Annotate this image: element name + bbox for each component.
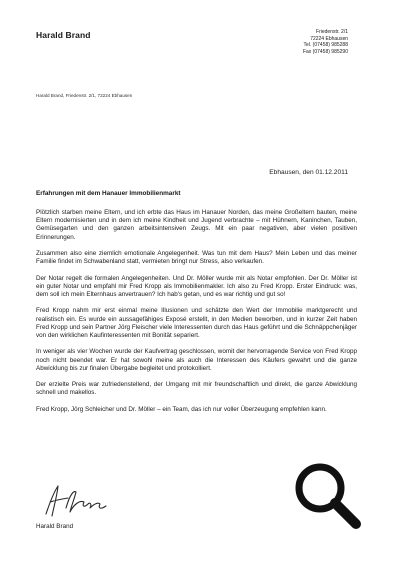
letter-body	[36, 209, 357, 422]
sender-address-block	[303, 29, 348, 55]
return-address-line: Harald Brand, Friedenstr. 2/1, 72224 Ebhausen	[36, 93, 133, 98]
paragraph: Der Notar regelt die formalen Angelegenheiten. Und Dr. Möller wurde mir als Notar empfohlen. Der Dr. Möller ist ein guter Notar und empfahl mir Fred Kropp als Immobilienmakler. Ich also zu Fred Kropp. Erster Eindruck: was, dem soll ich mein Elternhaus anvertrauen? Ich hab's getan, und es war richtig und gut so!	[36, 274, 357, 298]
paragraph: In weniger als vier Wochen wurde der Kaufvertrag geschlossen, womit der hervorragende Service von Fred Kropp noch nicht beendet war. Er hat sowohl meine als auch die Interessen des Käufers gewahrt und die ganze Abwicklung bis zur finalen Übergabe begleitet und protokolliert.	[36, 348, 357, 372]
paragraph: Zusammen also eine ziemlich emotionale Angelegenheit. Was tun mit dem Haus? Mein Leben und das meiner Familie findet im Schwabenland statt, vermieten bringt nur Stress, also verkaufen.	[36, 250, 357, 266]
paragraph: Der erzielte Preis war zufriedenstellend, der Umgang mit mir freundschaftlich und direkt, die ganze Abwicklung schnell und makellos.	[36, 381, 357, 397]
letter-subject: Erfahrungen mit dem Hanauer Immobilienmarkt	[36, 190, 181, 197]
paragraph: Fred Kropp, Jörg Schleicher und Dr. Möller – ein Team, das ich nur voller Überzeugung empfehlen kann.	[36, 405, 327, 413]
signature-image	[40, 480, 120, 520]
paragraph: Fred Kropp nahm mir erst einmal meine Illusionen und schätzte den Wert der Immobilie marktgerecht und realistisch ein. Es wurde ein aussagefähiges Exposé erstellt, in den Medien beworben, und in kurzer Zeit haben Fred Kropp und sein Partner Jörg Fleischer viele Interessenten durch das Haus geführt und die Schnäppchenjäger von den wirklichen Kaufinteressenten mit Bonität separiert.	[36, 307, 357, 339]
magnifier-icon[interactable]	[290, 458, 366, 534]
sender-city: 72224 Ebhausen	[310, 35, 348, 42]
sender-tel: Tel. (07458) 985288	[303, 42, 348, 49]
sender-name: Harald Brand	[36, 30, 91, 40]
sender-street: Friedenstr. 2/1	[316, 29, 348, 35]
letter-date: Ebhausen, den 01.12.2011	[269, 169, 348, 176]
paragraph: Plötzlich starben meine Eltern, und ich erbte das Haus im Hanauer Norden, das meine Großeltern bauten, meine Eltern modernisierten und in dem ich meine Kindheit und Jugend verbrachte – mit Hühnern, Kaninchen, Tauben, Gemüsegarten und den ganzen arbeitsintensiven Zeugs. Mit ein paar negativen, aber vielen positiven Erinnerungen.	[36, 209, 357, 241]
signer-name: Harald Brand	[36, 523, 74, 530]
sender-fax: Fax (07458) 985290	[302, 48, 348, 55]
